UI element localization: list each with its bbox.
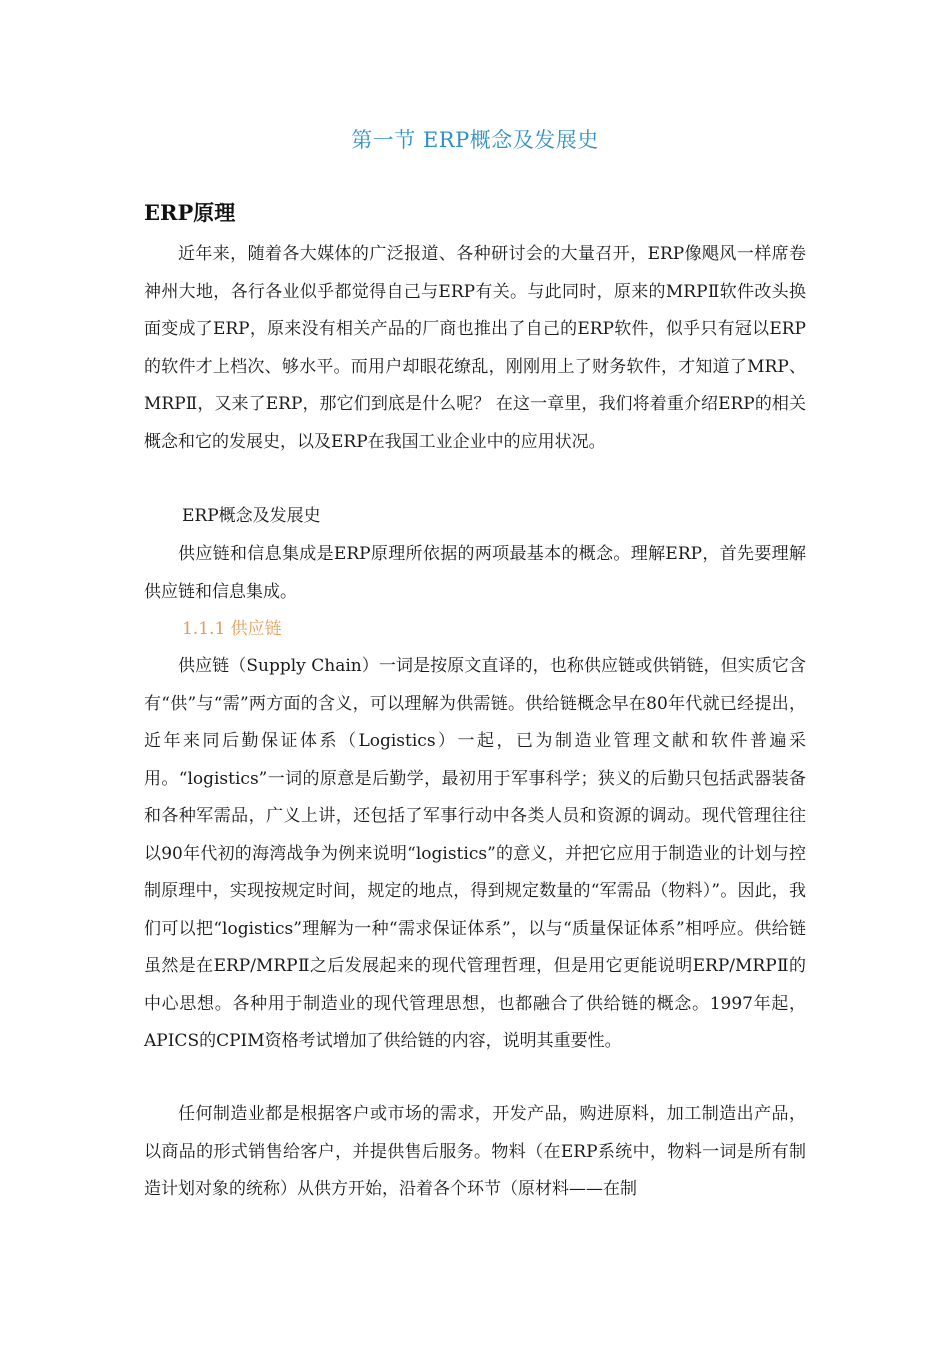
supply-chain-paragraph: 供应链（Supply Chain）一词是按原文直译的，也称供应链或供销链，但实质它含有“供”与“需”两方面的含义，可以理解为供需链。供给链概念早在80年代就已经提出，近年来同后勤保证体系（Logistics）一起，已为制造业管理文献和软件普遍采用。“logistics”一词的原意是后勤学，最初用于军事科学；狭义的后勤只包括武器装备和各种军需品，广义上讲，还包括了军事行动中各类人员和资源的调动。现代管理往往以90年代初的海湾战争为例来说明“logistics”的意义，并把它应用于制造业的计划与控制原理中，实现按规定时间，规定的地点，得到规定数量的“军需品（物料）”。因此，我们可以把“logistics”理解为一种“需求保证体系”，以与“质量保证体系”相呼应。供给链虽然是在ERP/MRPⅡ之后发展起来的现代管理哲理，但是用它更能说明ERP/MRPⅡ的中心思想。各种用于制造业的现代管理思想，也都融合了供给链的概念。1997年起，APICS的CPIM资格考试增加了供给链的内容，说明其重要性。 [144, 656, 806, 1051]
subheading-erp-concept: ERP概念及发展史 [182, 506, 321, 526]
subheading-supply-chain: 1.1.1 供应链 [182, 619, 282, 639]
section-heading: ERP原理 [144, 200, 236, 225]
manufacturing-paragraph: 任何制造业都是根据客户或市场的需求，开发产品，购进原料，加工制造出产品，以商品的形式销售给客户，并提供售后服务。物料（在ERP系统中，物料一词是所有制造计划对象的统称）从供方开始，沿着各个环节（原材料——在制 [144, 1104, 806, 1199]
concept-paragraph: 供应链和信息集成是ERP原理所依据的两项最基本的概念。理解ERP，首先要理解供应链和信息集成。 [144, 544, 806, 602]
intro-paragraph: 近年来，随着各大媒体的广泛报道、各种研讨会的大量召开，ERP像飓风一样席卷神州大地，各行各业似乎都觉得自己与ERP有关。与此同时，原来的MRPⅡ软件改头换面变成了ERP，原来没有相关产品的厂商也推出了自己的ERP软件，似乎只有冠以ERP的软件才上档次、够水平。而用户却眼花缭乱，刚刚用上了财务软件，才知道了MRP、MRPⅡ，又来了ERP，那它们到底是什么呢？ 在这一章里，我们将着重介绍ERP的相关概念和它的发展史，以及ERP在我国工业企业中的应用状况。 [144, 244, 806, 452]
page-title: 第一节 ERP概念及发展史 [351, 128, 599, 152]
